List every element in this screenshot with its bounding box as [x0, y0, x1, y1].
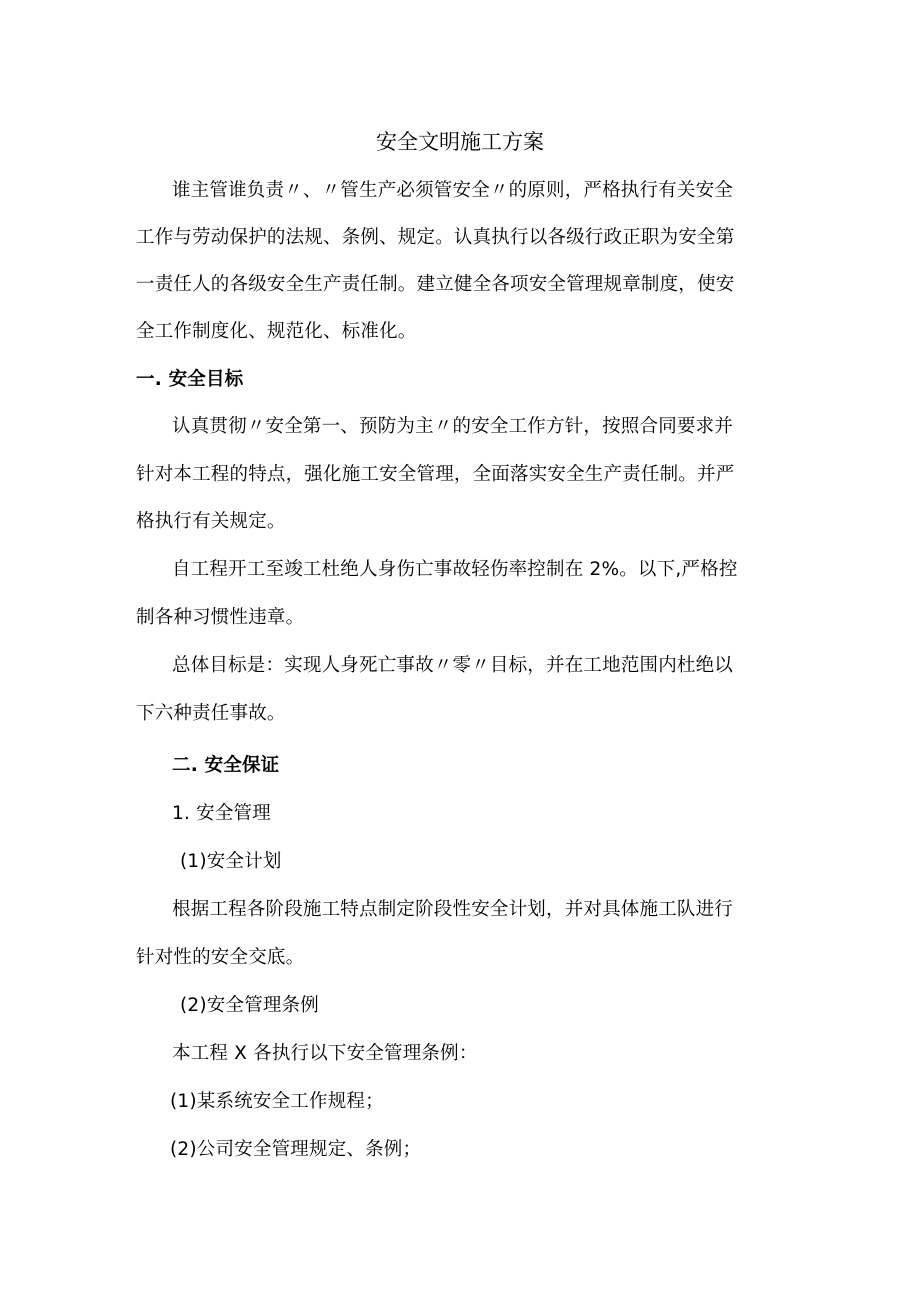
section-heading: 二. 安全保证 [172, 755, 280, 776]
paragraph-line: 制各种习惯性违章。 [136, 607, 305, 628]
paragraph-line: 总体目标是：实现人身死亡事故〃零〃目标，并在工地范围内杜绝以 [172, 655, 734, 676]
paragraph-line: 全工作制度化、规范化、标准化。 [136, 321, 417, 342]
paragraph-line: 针对本工程的特点，强化施工安全管理，全面落实安全生产责任制。并严 [136, 464, 735, 485]
paragraph-line: 下六种责任事故。 [136, 703, 286, 724]
paragraph-line: 针对性的安全交底。 [136, 947, 305, 968]
item-heading: (2)安全管理条例 [180, 995, 320, 1016]
section-heading: 一. 安全目标 [136, 369, 244, 390]
paragraph-line: 格执行有关规定。 [136, 511, 286, 532]
document-title: 安全文明施工方案 [376, 130, 544, 154]
list-item: (2)公司安全管理规定、条例； [170, 1139, 422, 1160]
list-item: (1)某系统安全工作规程； [170, 1091, 384, 1112]
item-heading: (1)安全计划 [180, 851, 282, 872]
subsection-heading: 1. 安全管理 [172, 803, 271, 824]
paragraph-line: 谁主管谁负责〃、〃管生产必须管安全〃的原则，严格执行有关安全 [172, 180, 734, 201]
paragraph-line: 一责任人的各级安全生产责任制。建立健全各项安全管理规章制度，使安 [136, 274, 735, 295]
paragraph-line: 根据工程各阶段施工特点制定阶段性安全计划，并对具体施工队进行 [172, 899, 734, 920]
paragraph-line: 认真贯彻〃安全第一、预防为主〃的安全工作方针，按照合同要求并 [172, 416, 734, 437]
paragraph-line: 自工程开工至竣工杜绝人身伤亡事故轻伤率控制在 2%。以下,严格控 [172, 559, 738, 580]
paragraph-line: 工作与劳动保护的法规、条例、规定。认真执行以各级行政正职为安全第 [136, 227, 735, 248]
paragraph-line: 本工程 X 各执行以下安全管理条例： [172, 1043, 478, 1064]
